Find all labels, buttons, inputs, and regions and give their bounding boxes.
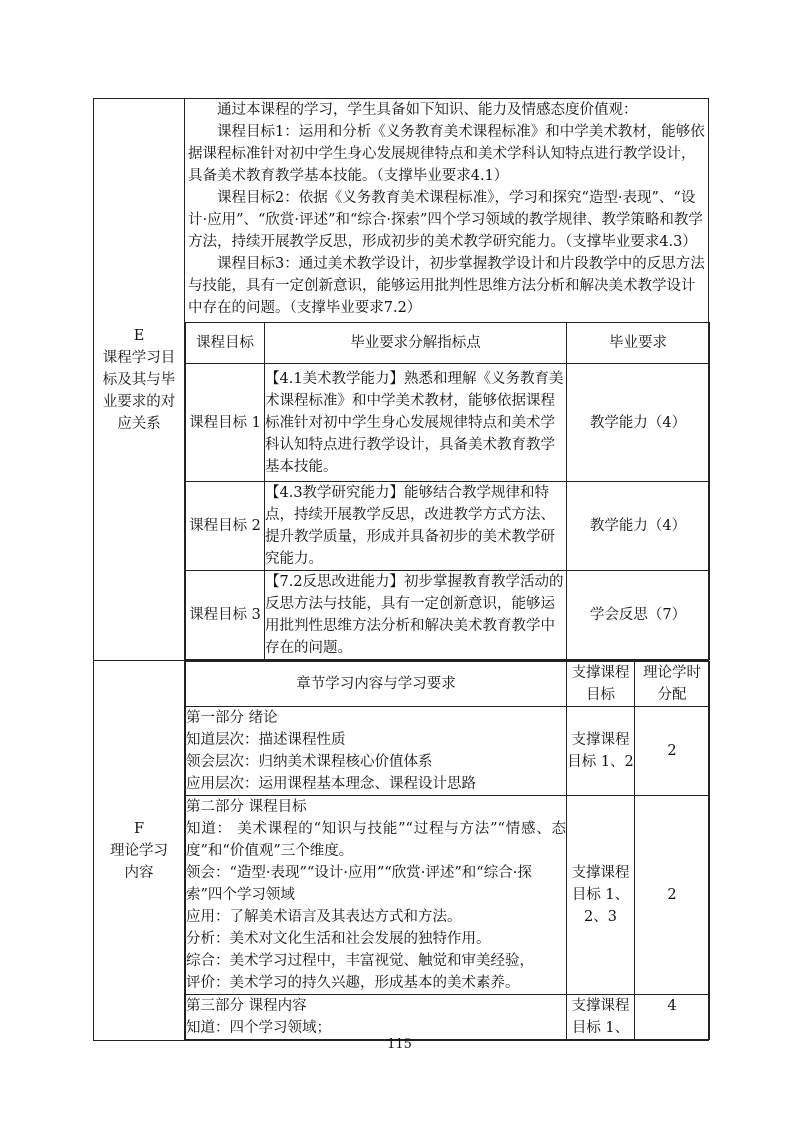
mapping-objective: 课程目标 2 xyxy=(186,482,265,571)
header-support-objective-line: 支撑课程 xyxy=(571,665,630,681)
mapping-requirement: 教学能力（4） xyxy=(567,482,710,571)
header-indicator: 毕业要求分解指标点 xyxy=(265,323,567,364)
content-line: 知道层次：描述课程性质 xyxy=(186,732,346,748)
part-3-objective xyxy=(567,995,635,1040)
section-e-label-line: 标及其与毕 xyxy=(102,371,176,388)
page-number: 115 xyxy=(387,1037,412,1052)
section-e-intro xyxy=(185,99,708,322)
section-e-content xyxy=(185,99,709,661)
section-e-label-line: E xyxy=(133,327,145,344)
objective-line: 2、3 xyxy=(584,909,617,925)
header-objective: 课程目标 xyxy=(186,323,265,364)
content-part-row xyxy=(186,707,710,796)
header-content: 章节学习内容与学习要求 xyxy=(186,662,567,707)
content-line: 分析：美术对文化生活和社会发展的独特作用。 xyxy=(186,931,491,947)
part-2-hours: 2 xyxy=(635,796,710,995)
section-e-label xyxy=(94,99,185,661)
objective-line: 支撑课程 xyxy=(571,865,630,881)
mapping-objective: 课程目标 1 xyxy=(186,364,265,482)
header-hours xyxy=(635,662,710,707)
mapping-row xyxy=(186,482,710,571)
content-header-row xyxy=(186,662,710,707)
content-line: 应用层次：运用课程基本理念、课程设计思路 xyxy=(186,776,476,792)
objective-line: 目标 1、2 xyxy=(567,754,634,770)
content-line: 综合：美术学习过程中，丰富视觉、触觉和审美经验， xyxy=(186,953,534,969)
intro-paragraph: 通过本课程的学习，学生具备如下知识、能力及情感态度价值观： xyxy=(217,102,638,118)
mapping-objective: 课程目标 3 xyxy=(186,571,265,660)
header-hours-line: 理论学时 xyxy=(643,665,701,681)
content-line: 第二部分 课程目标 xyxy=(186,799,307,815)
section-f-row xyxy=(94,661,709,1041)
section-e-label-line: 课程学习目 xyxy=(102,349,176,366)
header-support-objective xyxy=(567,662,635,707)
section-f-label-line: 内容 xyxy=(124,864,154,881)
content-line: 第三部分 课程内容 xyxy=(186,998,307,1014)
objective-2-paragraph: 课程目标2：依据《义务教育美术课程标准》，学习和探究“造型·表现”、“设计·应用”、“欣赏·评述”和“综合·探索”四个学习领域的教学规律、教学策略和教学方法，持续开展教学反思，形成初步的美术教学研究能力。（支撑毕业要求4.3） xyxy=(188,190,703,250)
objective-3-paragraph: 课程目标3：通过美术教学设计，初步掌握教学设计和片段教学中的反思方法与技能，具有一定创新意识，能够运用批判性思维方法分析和解决美术教学设计中存在的问题。（支撑毕业要求7.2） xyxy=(188,256,705,316)
mapping-indicator: 【4.3教学研究能力】能够结合教学规律和特点，持续开展教学反思，改进教学方式方法、提升教学质量，形成并具备初步的美术教学研究能力。 xyxy=(265,482,567,571)
content-table xyxy=(185,661,710,1040)
content-line: 评价：美术学习的持久兴趣，形成基本的美术素养。 xyxy=(186,975,520,991)
content-line: 第一部分 绪论 xyxy=(186,710,278,726)
content-line: 应用：了解美术语言及其表达方式和方法。 xyxy=(186,909,462,925)
mapping-indicator: 【4.1美术教学能力】熟悉和理解《义务教育美术课程标准》和中学美术教材，能够依据课程标准针对初中学生身心发展规律特点和美术学科认知特点进行教学设计，具备美术教育教学基本技能。 xyxy=(265,364,567,482)
part-3-content xyxy=(186,995,567,1040)
content-line: 领会：“造型·表现”“设计·应用”“欣赏·评述”和“综合·探索”四个学习领域 xyxy=(186,865,532,903)
mapping-requirement: 教学能力（4） xyxy=(567,364,710,482)
objective-1-paragraph: 课程目标1：运用和分析《义务教育美术课程标准》和中学美术教材，能够依据课程标准针对初中学生身心发展规律特点和美术学科认知特点进行教学设计，具备美术教育教学基本技能。（支撑毕业要求4.1） xyxy=(188,124,705,184)
header-support-objective-line: 目标 xyxy=(586,687,615,703)
content-line: 知道： 美术课程的“知识与技能”“过程与方法”“情感、态度”和“价值观”三个维度。 xyxy=(186,821,566,859)
part-2-content xyxy=(186,796,567,995)
mapping-row xyxy=(186,571,710,660)
content-part-row xyxy=(186,995,710,1040)
objective-line: 支撑课程 xyxy=(571,998,630,1014)
part-1-objective xyxy=(567,707,635,796)
section-e-label-line: 应关系 xyxy=(117,415,161,432)
mapping-indicator: 【7.2反思改进能力】初步掌握教育教学活动的反思方法与技能，具有一定创新意识，能够运用批判性思维方法分析和解决美术教育教学中存在的问题。 xyxy=(265,571,567,660)
content-line: 知道：四个学习领域； xyxy=(186,1020,331,1036)
content-part-row xyxy=(186,796,710,995)
header-hours-line: 分配 xyxy=(657,687,687,703)
objective-mapping-table xyxy=(185,322,710,660)
objective-line: 目标 1、 xyxy=(571,887,630,903)
mapping-header-row xyxy=(186,323,710,364)
part-3-hours: 4 xyxy=(635,995,710,1040)
mapping-requirement: 学会反思（7） xyxy=(567,571,710,660)
part-1-hours: 2 xyxy=(635,707,710,796)
content-line: 领会层次：归纳美术课程核心价值体系 xyxy=(186,754,433,770)
syllabus-table xyxy=(93,98,709,1041)
part-2-objective xyxy=(567,796,635,995)
section-f-label-line: F xyxy=(133,820,145,837)
section-e-label-line: 业要求的对 xyxy=(102,393,176,410)
mapping-row xyxy=(186,364,710,482)
section-f-label xyxy=(94,661,185,1041)
objective-line: 目标 1、 xyxy=(571,1020,630,1036)
section-f-content xyxy=(185,661,709,1041)
header-requirement: 毕业要求 xyxy=(567,323,710,364)
objective-line: 支撑课程 xyxy=(571,732,630,748)
section-f-label-line: 理论学习 xyxy=(110,842,168,859)
part-1-content xyxy=(186,707,567,796)
section-e-row xyxy=(94,99,709,661)
